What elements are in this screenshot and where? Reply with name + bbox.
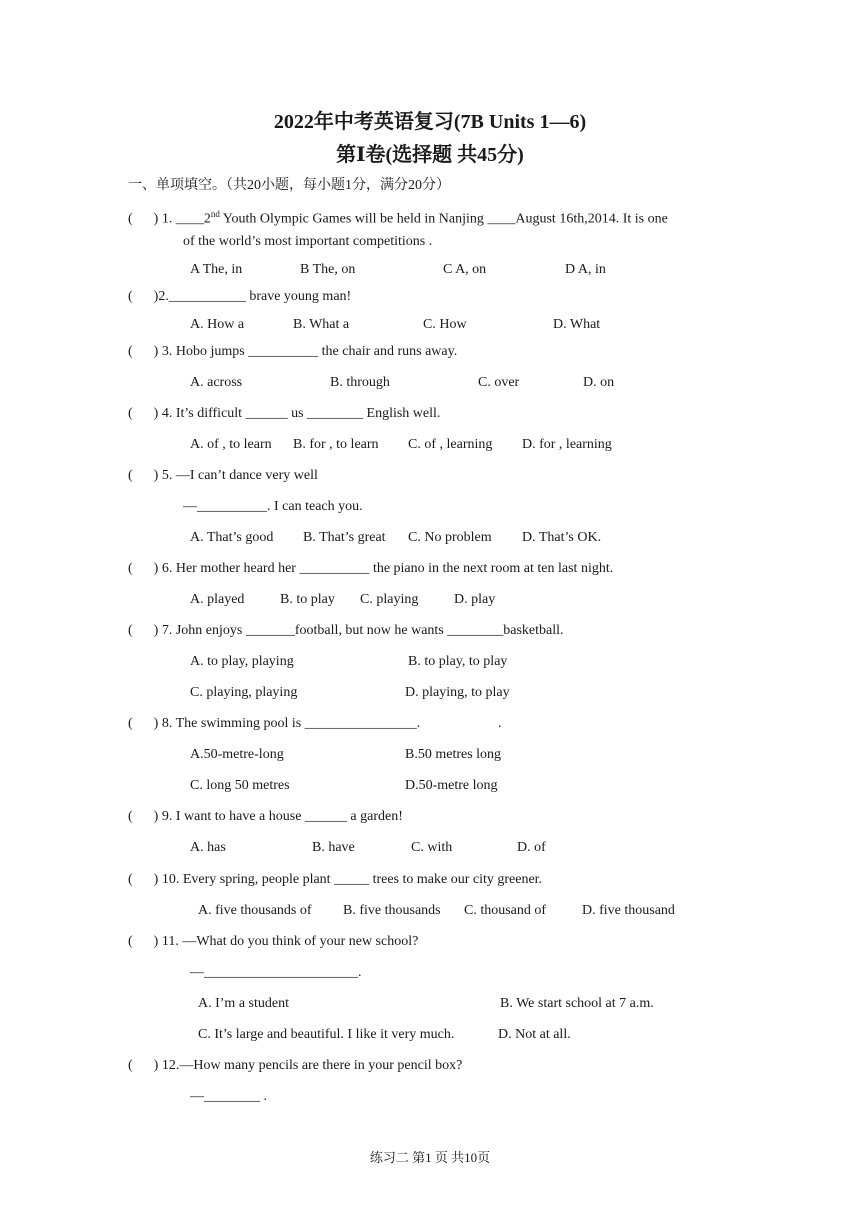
section-heading: 一、单项填空。（共20小题，每小题1分，满分20分） [128,178,450,193]
q4-option-d: D. for , learning [522,437,612,452]
q3-option-a: A. across [190,375,243,390]
q3-option-b: B. through [330,375,390,390]
q8-option-a: A.50-metre-long [190,747,284,762]
q9-option-d: D. of [517,840,546,855]
question-6: ( ) 6. Her mother heard her __________ the piano in the next room at ten last night. [128,561,614,576]
q11-option-a: A. I’m a student [198,996,289,1011]
q10-option-d: D. five thousand [582,903,675,918]
q4-option-b: B. for , to learn [293,437,379,452]
question-4: ( ) 4. It’s difficult ______ us ________ English well. [128,406,441,421]
question-1-line2: of the world’s most important competitions . [183,234,433,249]
question-11-line2: —______________________. [190,965,362,980]
question-8: ( ) 8. The swimming pool is ________________. [128,716,421,731]
q8-option-c: C. long 50 metres [190,778,290,793]
q10-option-c: C. thousand of [464,903,547,918]
q7-option-c: C. playing, playing [190,685,298,700]
q1-option-a: A The, in [190,262,243,277]
question-12-line2: —________ . [190,1089,267,1104]
q10-option-b: B. five thousands [343,903,441,918]
q7-option-a: A. to play, playing [190,654,294,669]
q7-option-d: D. playing, to play [405,685,510,700]
question-7: ( ) 7. John enjoys _______football, but now he wants ________basketball. [128,623,564,638]
q3-option-c: C. over [478,375,520,390]
q1-option-c: C A, on [443,262,487,277]
question-9: ( ) 9. I want to have a house ______ a garden! [128,809,403,824]
question-3: ( ) 3. Hobo jumps __________ the chair and runs away. [128,344,458,359]
q9-option-b: B. have [312,840,355,855]
q5-option-d: D. That’s OK. [522,530,602,545]
q7-option-b: B. to play, to play [408,654,508,669]
q6-option-a: A. played [190,592,245,607]
question-10: ( ) 10. Every spring, people plant _____ trees to make our city greener. [128,872,543,887]
q11-option-d: D. Not at all. [498,1027,571,1042]
q5-option-c: C. No problem [408,530,492,545]
q2-option-d: D. What [553,317,601,332]
q3-option-d: D. on [583,375,615,390]
q1-option-d: D A, in [565,262,606,277]
exam-subtitle: 第Ⅰ卷(选择题 共45分) [336,144,524,166]
q6-option-d: D. play [454,592,496,607]
q5-option-a: A. That’s good [190,530,274,545]
answer-paren: ( ) 1. [128,211,176,227]
q11-option-c: C. It’s large and beautiful. I like it very much. [198,1027,455,1042]
q2-option-a: A. How a [190,317,245,332]
q8-option-d: D.50-metre long [405,778,498,793]
q6-option-c: C. playing [360,592,419,607]
q6-option-b: B. to play [280,592,335,607]
question-11: ( ) 11. —What do you think of your new school? [128,934,419,949]
q1-option-b: B The, on [300,262,356,277]
question-1: ( ) 1. ____2nd Youth Olympic Games will be held in Nanjing ____August 16th,2014. It is one [128,209,668,227]
question-5-line2: —__________. I can teach you. [183,499,363,514]
stray-dot: . [498,716,502,731]
question-5: ( ) 5. —I can’t dance very well [128,468,318,483]
question-12: ( ) 12.—How many pencils are there in your pencil box? [128,1058,463,1073]
q5-option-b: B. That’s great [303,530,386,545]
q2-option-c: C. How [423,317,467,332]
q2-option-b: B. What a [293,317,350,332]
q9-option-a: A. has [190,840,226,855]
exam-title: 2022年中考英语复习(7B Units 1—6) [273,111,587,133]
page-footer: 练习二 第1 页 共10页 [369,1150,491,1165]
q8-option-b: B.50 metres long [405,747,502,762]
q9-option-c: C. with [411,840,453,855]
question-2: ( )2.___________ brave young man! [128,289,352,304]
q11-option-b: B. We start school at 7 a.m. [500,996,654,1011]
q10-option-a: A. five thousands of [198,903,312,918]
q4-option-c: C. of , learning [408,437,493,452]
q4-option-a: A. of , to learn [190,437,272,452]
